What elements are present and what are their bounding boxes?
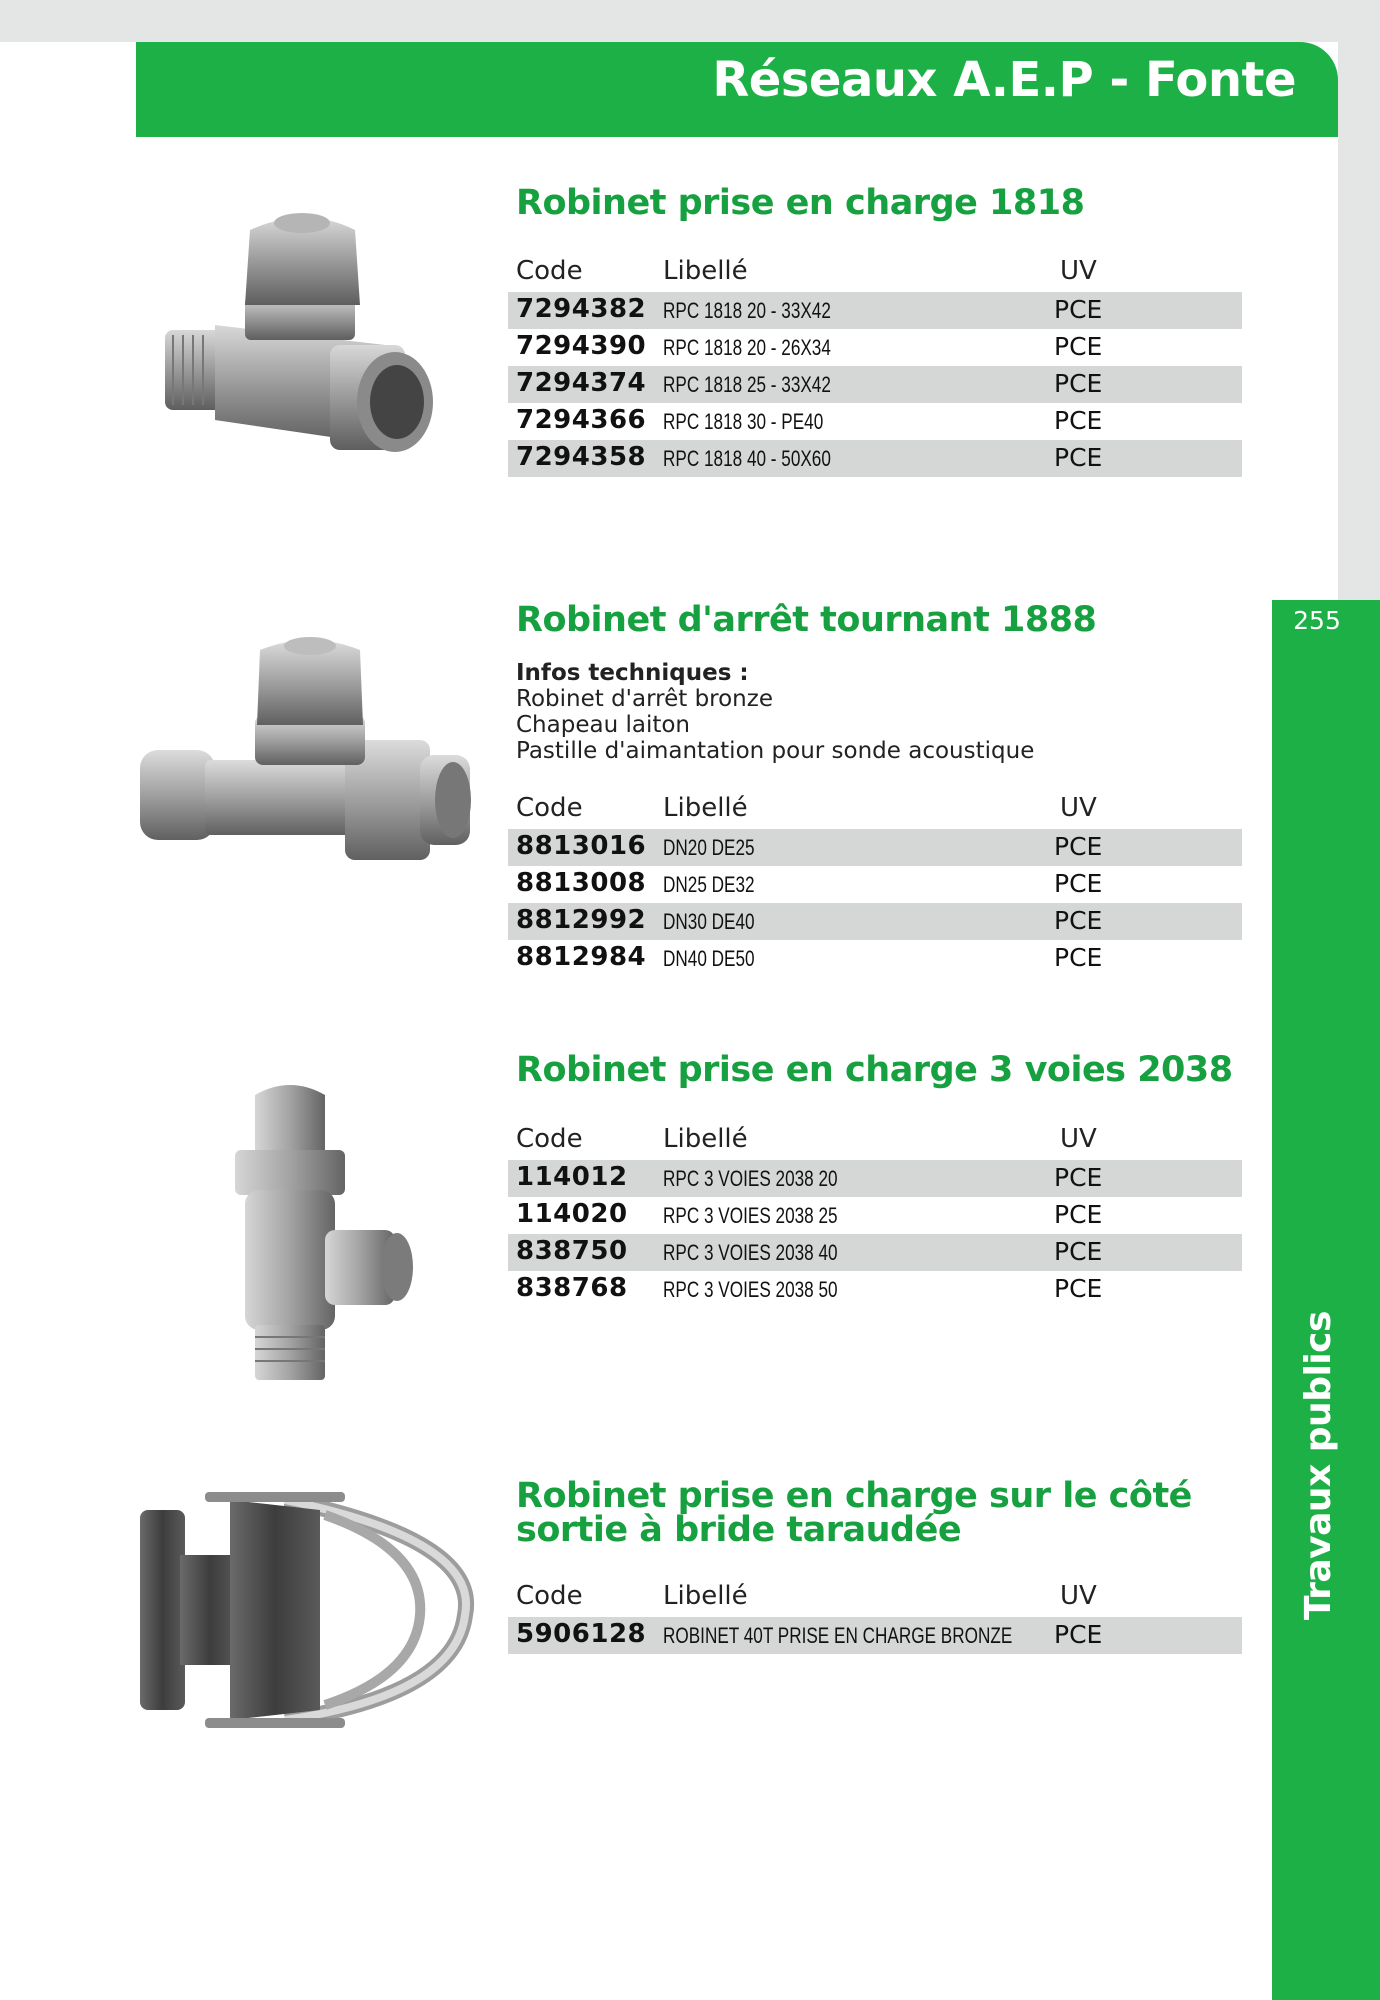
right-margin: [1338, 0, 1380, 600]
row-code: 7294390: [516, 331, 647, 361]
section-title-bride: [516, 1476, 1192, 1550]
header-libelle: Libellé: [663, 256, 748, 286]
header-banner: [136, 42, 1338, 137]
row-code: 8812992: [516, 905, 647, 935]
section-title-1818: Robinet prise en charge 1818: [516, 183, 1085, 223]
side-tab: [1272, 600, 1380, 2000]
header-code: Code: [516, 256, 583, 286]
row-uv: PCE: [1054, 869, 1103, 898]
table-row: [508, 1160, 1242, 1197]
row-code: 7294382: [516, 294, 647, 324]
table-bride: [508, 1581, 1242, 1654]
table-row: [508, 292, 1242, 329]
table-row: [508, 1234, 1242, 1271]
robinet-bride-image: [135, 1480, 485, 1740]
table-row: [508, 366, 1242, 403]
info-line: Robinet d'arrêt bronze: [516, 686, 773, 712]
row-uv: PCE: [1054, 295, 1103, 324]
table-row: [508, 829, 1242, 866]
top-strip: [0, 0, 1380, 42]
section-title-line: Robinet prise en charge sur le côté: [516, 1476, 1192, 1516]
table-row: [508, 1271, 1242, 1308]
row-libelle: RPC 1818 25 - 33X42: [663, 372, 831, 397]
row-libelle: RPC 1818 20 - 26X34: [663, 335, 831, 360]
robinet-1888-image: [135, 630, 485, 890]
table-header: [508, 793, 1242, 829]
row-libelle: DN40 DE50: [663, 946, 755, 971]
row-code: 7294374: [516, 368, 647, 398]
row-libelle: RPC 1818 40 - 50X60: [663, 446, 831, 471]
row-uv: PCE: [1054, 1237, 1103, 1266]
section-title-1888: Robinet d'arrêt tournant 1888: [516, 600, 1097, 640]
row-code: 8812984: [516, 942, 647, 972]
row-code: 7294358: [516, 442, 647, 472]
row-code: 7294366: [516, 405, 647, 435]
section-title-2038: Robinet prise en charge 3 voies 2038: [516, 1050, 1233, 1090]
table-2038: [508, 1124, 1242, 1308]
table-header: [508, 1124, 1242, 1160]
table-row: [508, 903, 1242, 940]
page-number: 255: [1293, 606, 1341, 635]
table-row: [508, 1197, 1242, 1234]
header-libelle: Libellé: [663, 1124, 748, 1154]
row-libelle: DN30 DE40: [663, 909, 755, 934]
header-uv: UV: [1060, 1124, 1097, 1154]
header-libelle: Libellé: [663, 793, 748, 823]
robinet-1818-image: [155, 195, 455, 495]
header-code: Code: [516, 1581, 583, 1611]
row-uv: PCE: [1054, 1163, 1103, 1192]
row-code: 8813008: [516, 868, 647, 898]
header-uv: UV: [1060, 1581, 1097, 1611]
info-heading: Infos techniques :: [516, 660, 749, 686]
row-libelle: RPC 3 VOIES 2038 20: [663, 1166, 838, 1191]
table-1888: [508, 793, 1242, 977]
row-libelle: RPC 3 VOIES 2038 40: [663, 1240, 838, 1265]
info-techniques: [516, 660, 1034, 764]
row-libelle: RPC 1818 20 - 33X42: [663, 298, 831, 323]
table-row: [508, 1617, 1242, 1654]
row-uv: PCE: [1054, 906, 1103, 935]
row-libelle: DN20 DE25: [663, 835, 755, 860]
header-code: Code: [516, 1124, 583, 1154]
row-libelle: DN25 DE32: [663, 872, 755, 897]
row-code: 838750: [516, 1236, 628, 1266]
row-uv: PCE: [1054, 406, 1103, 435]
section-title-line: sortie à bride taraudée: [516, 1510, 962, 1550]
row-uv: PCE: [1054, 332, 1103, 361]
header-libelle: Libellé: [663, 1581, 748, 1611]
row-code: 114020: [516, 1199, 628, 1229]
info-line: Pastille d'aimantation pour sonde acoustique: [516, 738, 1035, 764]
row-code: 8813016: [516, 831, 647, 861]
row-uv: PCE: [1054, 369, 1103, 398]
side-tab-label: Travaux publics: [1298, 1311, 1339, 1620]
table-row: [508, 440, 1242, 477]
header-code: Code: [516, 793, 583, 823]
header-uv: UV: [1060, 256, 1097, 286]
table-header: [508, 256, 1242, 292]
row-uv: PCE: [1054, 443, 1103, 472]
row-code: 114012: [516, 1162, 628, 1192]
row-code: 5906128: [516, 1619, 647, 1649]
info-line: Chapeau laiton: [516, 712, 691, 738]
table-row: [508, 866, 1242, 903]
row-libelle: RPC 1818 30 - PE40: [663, 409, 824, 434]
table-1818: [508, 256, 1242, 477]
row-uv: PCE: [1054, 1200, 1103, 1229]
row-libelle: RPC 3 VOIES 2038 50: [663, 1277, 838, 1302]
row-uv: PCE: [1054, 1274, 1103, 1303]
row-uv: PCE: [1054, 832, 1103, 861]
table-row: [508, 403, 1242, 440]
row-code: 838768: [516, 1273, 628, 1303]
row-uv: PCE: [1054, 1620, 1103, 1649]
table-row: [508, 940, 1242, 977]
robinet-2038-image: [225, 1075, 435, 1390]
row-libelle: RPC 3 VOIES 2038 25: [663, 1203, 838, 1228]
table-header: [508, 1581, 1242, 1617]
table-row: [508, 329, 1242, 366]
row-libelle: ROBINET 40T PRISE EN CHARGE BRONZE: [663, 1623, 1013, 1648]
header-uv: UV: [1060, 793, 1097, 823]
page-title: Réseaux A.E.P - Fonte: [712, 52, 1296, 108]
row-uv: PCE: [1054, 943, 1103, 972]
